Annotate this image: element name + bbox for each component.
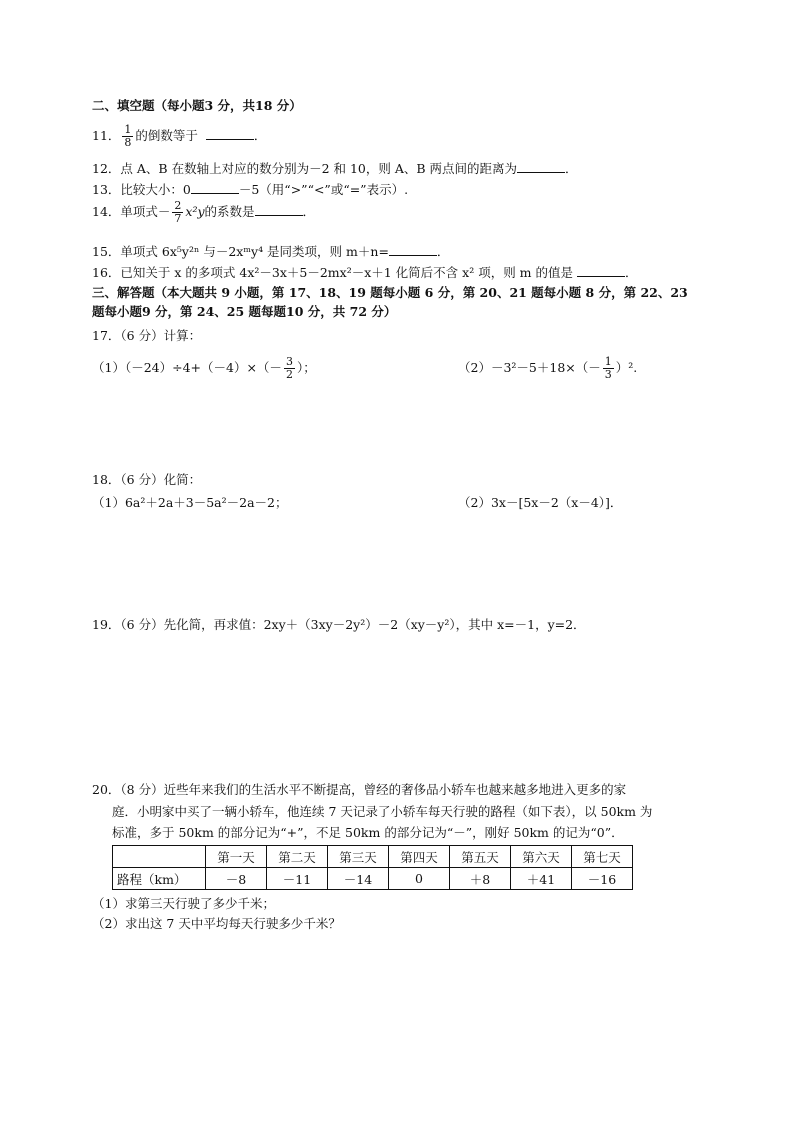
question-18-part1: （1）6a²＋2a＋3－5a²－2a－2； [92, 495, 288, 510]
question-11: 11． $\frac{1}{8}$ 的倒数等于 ． [92, 123, 267, 149]
table-header-cell: 第三天 [328, 846, 389, 868]
question-17-part1: （1）（－24）÷4+（－4）×（－ $\frac{3}{2}$ ）； [92, 355, 316, 381]
table-cell: ＋41 [511, 868, 572, 890]
question-20-line1: 20．（8 分）近些年来我们的生活水平不断提高，曾经的奢侈品小轿车也越来越多地进入更多的家 [92, 782, 627, 797]
question-17-part2: （2）－3²－5＋18×（－ $\frac{1}{3}$ ）². [458, 355, 638, 381]
fraction: $\frac{1}{8}$ [124, 123, 132, 149]
table-header-cell: 第四天 [389, 846, 450, 868]
question-15: 15．单项式 6x⁵y²ⁿ 与－2xᵐy⁴ 是同类项，则 m＋n= ． [92, 244, 450, 259]
answer-blank[interactable] [255, 203, 303, 216]
table-header-cell: 第一天 [206, 846, 267, 868]
question-12: 12．点 A、B 在数轴上对应的数分别为－2 和 10，则 A、B 两点间的距离为 ． [92, 161, 578, 176]
answer-blank[interactable] [206, 127, 254, 140]
fraction: $\frac{1}{3}$ [604, 355, 612, 381]
answer-blank[interactable] [577, 264, 625, 277]
table-header-cell: 第五天 [450, 846, 511, 868]
question-20-line3: 标准，多于 50km 的部分记为“+”，不足 50km 的部分记为“－”，刚好 50km 的记为“0”． [112, 825, 624, 840]
table-header-cell [113, 846, 206, 868]
question-13: 13．比较大小：0 －5（用“>”“<”或“=”表示）. [92, 182, 409, 197]
table-cell: ＋8 [450, 868, 511, 890]
distance-table [112, 845, 633, 890]
question-16: 16．已知关于 x 的多项式 4x²－3x＋5－2mx²－x＋1 化简后不含 x² 项，则 m 的值是 ． [92, 265, 638, 280]
table-cell: －8 [206, 868, 267, 890]
section2-title: 二、填空题（每小题3 分，共18 分） [92, 98, 302, 113]
table-header-row [113, 846, 633, 868]
question-17-title: 17．（6 分）计算： [92, 328, 202, 343]
question-18-title: 18．（6 分）化简： [92, 472, 202, 487]
table-cell: －14 [328, 868, 389, 890]
table-cell: －16 [572, 868, 633, 890]
question-18-part2: （2）3x－[5x－2（x－4）]． [458, 495, 623, 510]
question-20-part1: （1）求第三天行驶了多少千米； [92, 896, 275, 911]
answer-blank[interactable] [389, 243, 437, 256]
question-19: 19．（6 分）先化简，再求值：2xy＋（3xy－2y²）－2（xy－y²），其中 x=－1，y=2． [92, 617, 586, 632]
table-header-cell: 第二天 [267, 846, 328, 868]
table-cell: －11 [267, 868, 328, 890]
section3-title-line2: 题每小题9 分，第 24、25 题每题10 分，共 72 分） [92, 304, 397, 319]
table-header-cell: 第六天 [511, 846, 572, 868]
answer-blank[interactable] [517, 160, 565, 173]
question-20-part2: （2）求出这 7 天中平均每天行驶多少千米？ [92, 916, 341, 931]
fraction: $\frac{2}{7}$ [174, 199, 182, 225]
table-row-label: 路程（km） [113, 868, 206, 890]
question-14: 14．单项式－ $\frac{2}{7}$ x²y的系数是 ． [92, 199, 316, 225]
fraction: $\frac{3}{2}$ [285, 355, 293, 381]
question-20-line2: 庭．小明家中买了一辆小轿车，他连续 7 天记录了小轿车每天行驶的路程（如下表），以 50km 为 [112, 804, 653, 819]
section3-title-line1: 三、解答题（本大题共 9 小题，第 17、18、19 题每小题 6 分，第 20、21 题每小题 8 分，第 22、23 [92, 285, 688, 300]
table-header-cell: 第七天 [572, 846, 633, 868]
table-cell: 0 [389, 868, 450, 890]
answer-blank[interactable] [191, 181, 239, 194]
table-row [113, 868, 633, 890]
